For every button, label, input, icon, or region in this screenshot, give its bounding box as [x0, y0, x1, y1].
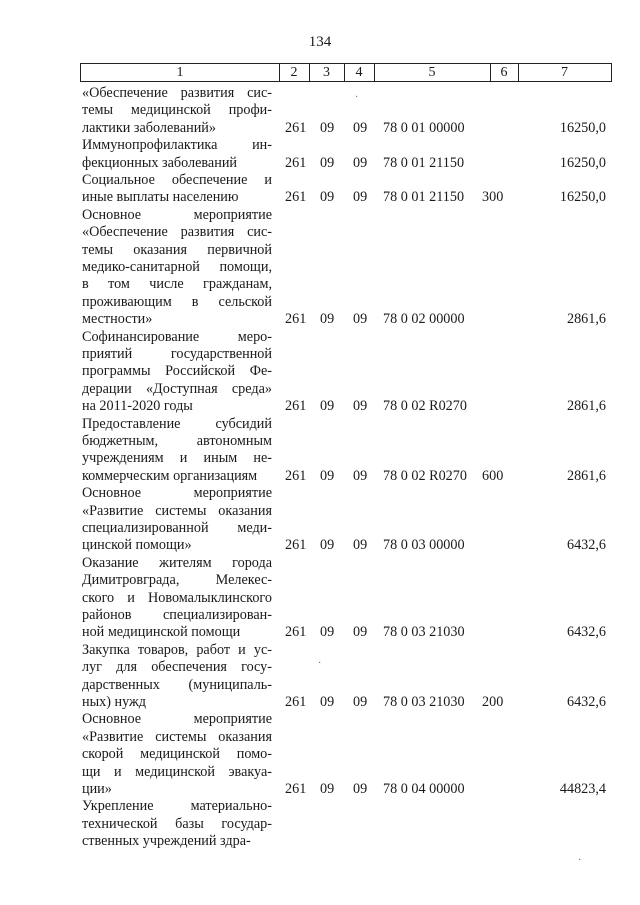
- col-3-value: 09: [320, 537, 335, 554]
- col-3-value: 09: [320, 693, 335, 710]
- table-row: [82, 485, 610, 555]
- row-description: [82, 207, 272, 329]
- col-6-value: 600: [482, 467, 504, 484]
- table-row: [82, 711, 610, 798]
- col-7-value: 16250,0: [559, 154, 606, 171]
- col-4-value: 09: [353, 467, 368, 484]
- description-line: фекционных заболеваний: [82, 154, 238, 171]
- description-line: приятий государственной: [82, 346, 272, 362]
- description-line: «Обеспечение развития сис-: [82, 224, 272, 241]
- row-description: [82, 172, 272, 207]
- col-7-value: 16250,0: [559, 119, 606, 136]
- description-line: Основное мероприятие: [82, 485, 272, 502]
- table-row: [82, 416, 610, 486]
- col-5-value: 78 0 03 00000: [383, 537, 465, 554]
- description-line: «Развитие системы оказания: [82, 728, 272, 745]
- col-3-value: 09: [320, 189, 335, 206]
- table-row: [82, 798, 610, 850]
- header-col-6: 6: [490, 64, 519, 81]
- col-2-value: 261: [285, 154, 307, 171]
- col-4-value: 09: [353, 780, 368, 797]
- col-4-value: 09: [353, 311, 368, 328]
- description-line: ных) нужд: [82, 694, 147, 711]
- col-3-value: 09: [320, 119, 335, 136]
- row-description: [82, 137, 272, 172]
- scan-speck: ·: [318, 658, 322, 669]
- col-3-value: 09: [320, 311, 335, 328]
- row-description: [82, 485, 272, 555]
- description-line: щи и медицинской эвакуа-: [82, 763, 272, 780]
- table-row: [82, 555, 610, 642]
- description-line: учреждениям и иным не-: [82, 450, 272, 467]
- row-description: [82, 798, 272, 850]
- col-3-value: 09: [320, 467, 335, 484]
- col-2-value: 261: [285, 311, 307, 328]
- description-line: цинской помощи»: [82, 537, 192, 554]
- row-description: [82, 416, 272, 486]
- header-col-7: 7: [561, 65, 568, 80]
- col-7-value: 6432,6: [566, 624, 606, 641]
- col-2-value: 261: [285, 467, 307, 484]
- col-5-value: 78 0 04 00000: [383, 780, 465, 797]
- description-line: иные выплаты населению: [82, 189, 239, 206]
- col-2-value: 261: [285, 537, 307, 554]
- col-7-value: 16250,0: [559, 189, 606, 206]
- col-4-value: 09: [353, 537, 368, 554]
- description-line: «Обеспечение развития сис-: [82, 85, 272, 101]
- col-7-value: 2861,6: [566, 311, 606, 328]
- description-line: бюджетным, автономным: [82, 433, 272, 449]
- header-col-5: 5: [374, 64, 491, 81]
- row-description: [82, 555, 272, 642]
- col-2-value: 261: [285, 398, 307, 415]
- header-col-1: 1: [81, 64, 280, 81]
- col-3-value: 09: [320, 154, 335, 171]
- row-description: [82, 711, 272, 798]
- table-row: [82, 137, 610, 172]
- table-row: [82, 329, 610, 416]
- col-5-value: 78 0 01 00000: [383, 119, 465, 136]
- description-line: проживающим в сельской: [82, 293, 272, 310]
- col-7-value: 2861,6: [566, 467, 606, 484]
- description-line: технической базы государ-: [82, 815, 272, 832]
- col-4-value: 09: [353, 189, 368, 206]
- description-line: Основное мероприятие: [82, 206, 272, 223]
- description-line: Димитровграда, Мелекес-: [82, 572, 272, 589]
- col-5-value: 78 0 01 21150: [383, 154, 465, 171]
- description-line: Софинансирование меро-: [82, 328, 272, 345]
- header-col-3: 3: [309, 64, 345, 81]
- description-line: ной медицинской помощи: [82, 624, 241, 641]
- row-description: [82, 642, 272, 712]
- description-line: специализированной меди-: [82, 520, 272, 536]
- col-2-value: 261: [285, 780, 307, 797]
- row-description: [82, 329, 272, 416]
- table-row: [82, 172, 610, 207]
- description-line: Предоставление субсидий: [82, 415, 272, 432]
- description-line: коммерческим организациям: [82, 467, 258, 484]
- description-line: Оказание жителям города: [82, 554, 272, 571]
- description-line: Укрепление материально-: [82, 798, 272, 815]
- table-header: [80, 63, 612, 82]
- header-col-4: 4: [344, 64, 375, 81]
- col-4-value: 09: [353, 119, 368, 136]
- col-4-value: 09: [353, 154, 368, 171]
- col-7-value: 44823,4: [559, 780, 606, 797]
- description-line: скорой медицинской помо-: [82, 746, 272, 763]
- table-row: [82, 85, 610, 137]
- description-line: медико-санитарной помощи,: [82, 259, 272, 276]
- col-3-value: 09: [320, 780, 335, 797]
- header-col-2: 2: [279, 64, 310, 81]
- description-line: на 2011-2020 годы: [82, 398, 193, 415]
- col-5-value: 78 0 02 00000: [383, 311, 465, 328]
- col-4-value: 09: [353, 693, 368, 710]
- table-row: [82, 207, 610, 329]
- col-7-value: 6432,6: [566, 537, 606, 554]
- description-line: местности»: [82, 311, 153, 328]
- col-5-value: 78 0 03 21030: [383, 624, 465, 641]
- description-line: районов специализирован-: [82, 607, 272, 624]
- description-line: в том числе гражданам,: [82, 276, 272, 293]
- description-line: ственных учреждений здра-: [82, 833, 251, 850]
- col-7-value: 2861,6: [566, 398, 606, 415]
- description-line: «Развитие системы оказания: [82, 502, 272, 519]
- col-5-value: 78 0 03 21030: [383, 693, 465, 710]
- col-2-value: 261: [285, 119, 307, 136]
- col-5-value: 78 0 02 R0270: [383, 398, 467, 415]
- description-line: дарственных (муниципаль-: [82, 676, 272, 693]
- col-3-value: 09: [320, 624, 335, 641]
- scan-speck: ·: [578, 855, 582, 866]
- col-3-value: 09: [320, 398, 335, 415]
- description-line: лактики заболеваний»: [82, 119, 216, 136]
- col-2-value: 261: [285, 624, 307, 641]
- col-5-value: 78 0 02 R0270: [383, 467, 467, 484]
- description-line: Основное мероприятие: [82, 711, 272, 728]
- col-4-value: 09: [353, 398, 368, 415]
- col-7-value: 6432,6: [566, 693, 606, 710]
- description-line: Закупка товаров, работ и ус-: [82, 641, 272, 658]
- description-line: темы оказания первичной: [82, 241, 272, 258]
- description-line: Социальное обеспечение и: [82, 172, 272, 188]
- description-line: темы медицинской профи-: [82, 102, 272, 119]
- col-4-value: 09: [353, 624, 368, 641]
- description-line: ции»: [82, 781, 112, 798]
- description-line: программы Российской Фе-: [82, 363, 272, 380]
- col-2-value: 261: [285, 189, 307, 206]
- col-6-value: 300: [482, 189, 504, 206]
- table-row: [82, 642, 610, 712]
- description-line: дерации «Доступная среда»: [82, 380, 272, 397]
- description-line: ского и Новомалыклинского: [82, 589, 272, 606]
- row-description: [82, 85, 272, 137]
- col-2-value: 261: [285, 693, 307, 710]
- col-5-value: 78 0 01 21150: [383, 189, 465, 206]
- description-line: луг для обеспечения госу-: [82, 659, 272, 676]
- page-number: 134: [308, 34, 332, 50]
- scan-speck: ·: [355, 92, 359, 103]
- col-6-value: 200: [482, 693, 504, 710]
- description-line: Иммунопрофилактика ин-: [82, 137, 272, 154]
